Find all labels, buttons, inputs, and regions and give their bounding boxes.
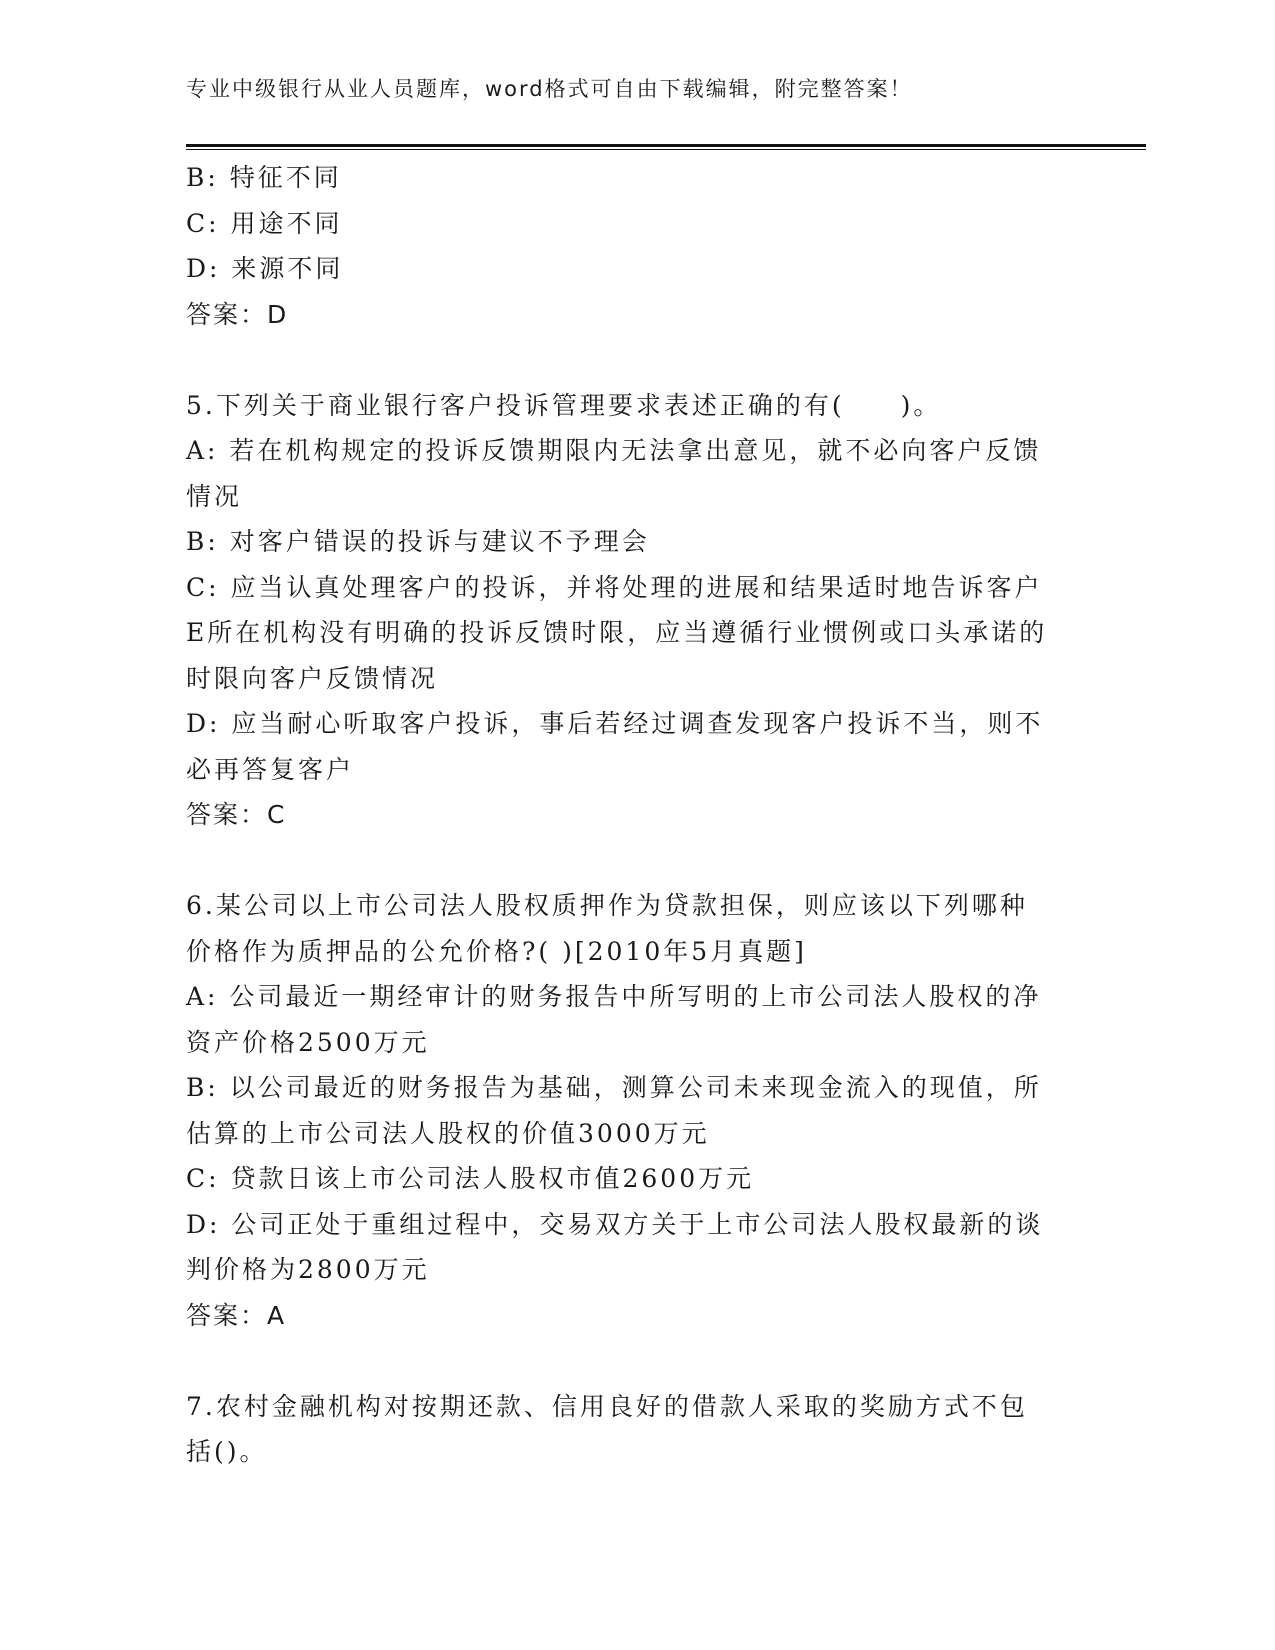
option-line: 时限向客户反馈情况 [186,663,439,693]
option-line: B: 对客户错误的投诉与建议不予理会 [186,527,650,556]
answer-line: 答案：A [186,1300,287,1330]
option-line: 必再答复客户 [186,754,355,784]
question-stem: 5.下列关于商业银行客户投诉管理要求表述正确的有( )。 [186,390,942,420]
option-line: 判价格为2800万元 [186,1255,430,1284]
option-line: B: 特征不同 [186,163,342,192]
question-stem: 价格作为质押品的公允价格?( )[2010年5月真题] [186,936,807,966]
question-content [186,155,1086,1475]
option-line: D: 公司正处于重组过程中，交易双方关于上市公司法人股权最新的谈 [186,1209,1044,1239]
spacer [186,1338,1086,1384]
option-line: 情况 [186,481,243,511]
header-rule-thick [186,144,1146,147]
option-line: B: 以公司最近的财务报告为基础，测算公司未来现金流入的现值，所 [186,1073,1042,1102]
spacer [186,838,1086,884]
answer-line: 答案：D [186,299,289,329]
question-stem: 6.某公司以上市公司法人股权质押作为贷款担保，则应该以下列哪种 [186,891,1028,920]
question-stem: 括()。 [186,1437,268,1466]
option-line: E所在机构没有明确的投诉反馈时限，应当遵循行业惯例或口头承诺的 [186,618,1048,647]
question-stem: 7.农村金融机构对按期还款、信用良好的借款人采取的奖励方式不包 [186,1391,1028,1421]
option-line: A: 若在机构规定的投诉反馈期限内无法拿出意见，就不必向客户反馈 [186,436,1042,465]
page-header: 专业中级银行从业人员题库，word格式可自由下载编辑，附完整答案！ [186,77,913,101]
option-line: 资产价格2500万元 [186,1027,430,1057]
spacer [186,337,1086,383]
option-line: D: 来源不同 [186,254,344,283]
header-rule-thin [186,149,1146,150]
option-line: A: 公司最近一期经审计的财务报告中所写明的上市公司法人股权的净 [186,982,1042,1011]
option-line: C: 贷款日该上市公司法人股权市值2600万元 [186,1164,755,1193]
answer-line: 答案：C [186,800,287,829]
option-line: D: 应当耐心听取客户投诉，事后若经过调查发现客户投诉不当，则不 [186,709,1044,738]
option-line: 估算的上市公司法人股权的价值3000万元 [186,1118,710,1148]
option-line: C: 应当认真处理客户的投诉，并将处理的进展和结果适时地告诉客户 [186,572,1043,602]
option-line: C: 用途不同 [186,208,343,238]
